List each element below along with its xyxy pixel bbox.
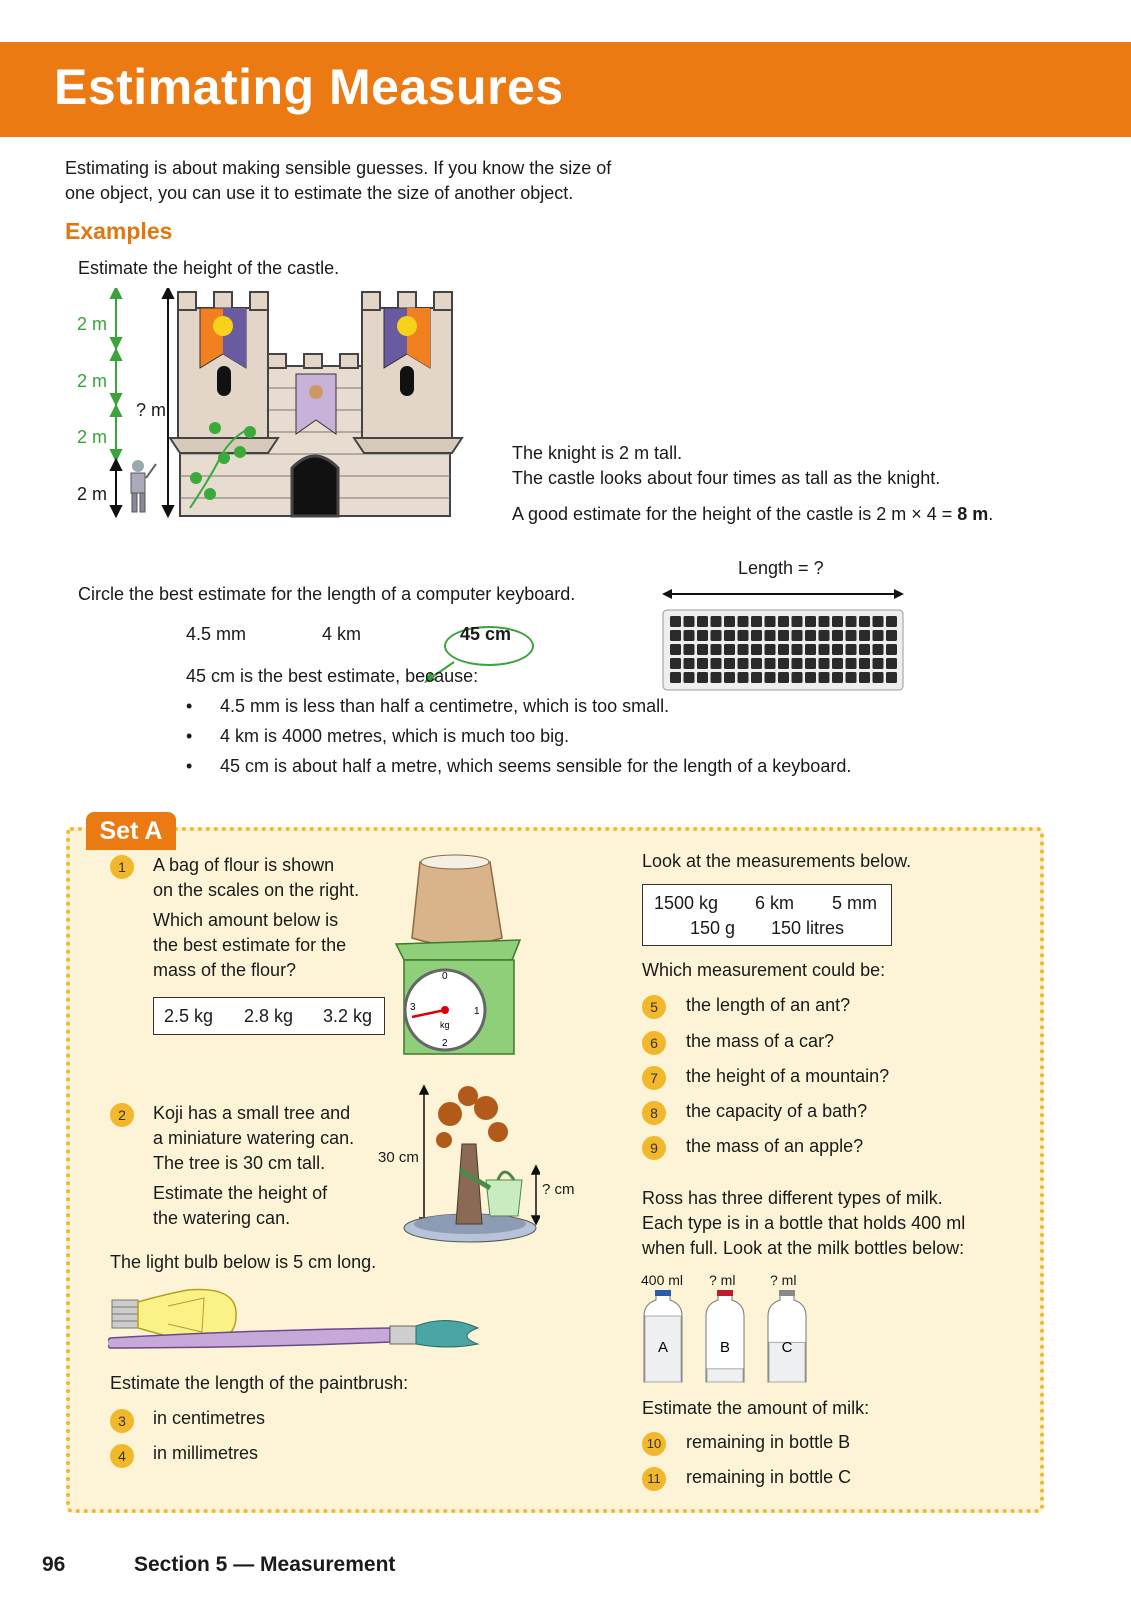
- brush-estimate-line: Estimate the length of the paintbrush:: [110, 1373, 409, 1393]
- keyboard-key: [697, 616, 708, 627]
- bottle-b-label: ? ml: [709, 1272, 736, 1288]
- intro-line-2: one object, you can use it to estimate the size of another object.: [65, 183, 574, 203]
- q1-line-1: A bag of flour is shown: [153, 855, 335, 875]
- keyboard-key: [846, 630, 857, 641]
- q2-line-5: the watering can.: [153, 1208, 291, 1228]
- castle-illustration: [100, 288, 470, 528]
- keyboard-prompt: Circle the best estimate for the length of a computer keyboard.: [78, 584, 576, 604]
- question-number-5: 5: [642, 995, 666, 1019]
- milk-line-2: Each type is in a bottle that holds 400 ml: [642, 1213, 966, 1233]
- keyboard-key: [873, 672, 884, 683]
- q3-text: in centimetres: [153, 1408, 266, 1428]
- bulb-line: The light bulb below is 5 cm long.: [110, 1252, 377, 1272]
- q11-text: remaining in bottle C: [686, 1467, 852, 1487]
- tick-label-2: 2 m: [77, 371, 108, 391]
- keyboard-key: [832, 672, 843, 683]
- keyboard-key: [765, 672, 776, 683]
- keyboard-key: [886, 644, 897, 655]
- keyboard-key: [819, 658, 830, 669]
- q4-text: in millimetres: [153, 1443, 259, 1463]
- keyboard-key: [805, 616, 816, 627]
- tree-and-can-illustration: [390, 1084, 540, 1244]
- keyboard-key: [792, 630, 803, 641]
- keyboard-key: [886, 630, 897, 641]
- keyboard-key: [832, 616, 843, 627]
- question-number-6: 6: [642, 1031, 666, 1055]
- keyboard-key: [765, 644, 776, 655]
- keyboard-key: [697, 658, 708, 669]
- q2-line-1: Koji has a small tree and: [153, 1103, 351, 1123]
- dial-unit: kg: [440, 1020, 450, 1030]
- question-number-3: 3: [110, 1409, 134, 1433]
- measure-5mm: 5 mm: [832, 893, 877, 913]
- keyboard-key: [684, 616, 695, 627]
- keyboard-key: [778, 644, 789, 655]
- castle-answer: 8 m: [957, 504, 989, 524]
- question-number-1: 1: [110, 855, 134, 879]
- can-height-label: ? cm: [542, 1181, 575, 1198]
- keyboard-key: [738, 644, 749, 655]
- keyboard-key: [670, 658, 681, 669]
- bottle-cap: [717, 1290, 733, 1296]
- keyboard-key: [670, 630, 681, 641]
- keyboard-key: [751, 672, 762, 683]
- q1-line-3: Which amount below is: [153, 910, 339, 930]
- q2-line-3: The tree is 30 cm tall.: [153, 1153, 326, 1173]
- keyboard-key: [873, 644, 884, 655]
- keyboard-key: [832, 644, 843, 655]
- measurements-intro: Look at the measurements below.: [642, 851, 912, 871]
- keyboard-key: [859, 658, 870, 669]
- keyboard-key: [886, 616, 897, 627]
- bullet-1-dot: •: [186, 696, 193, 716]
- keyboard-key: [751, 644, 762, 655]
- keyboard-key: [711, 658, 722, 669]
- keyboard-key: [792, 672, 803, 683]
- keyboard-key: [819, 616, 830, 627]
- examples-heading: Examples: [65, 218, 173, 244]
- keyboard-key: [751, 630, 762, 641]
- keyboard-key: [805, 630, 816, 641]
- measure-1500kg: 1500 kg: [654, 893, 719, 913]
- bullet-2-dot: •: [186, 726, 193, 746]
- q2-line-2: a miniature watering can.: [153, 1128, 355, 1148]
- keyboard-key: [819, 644, 830, 655]
- keyboard-key: [832, 630, 843, 641]
- keyboard-key: [724, 616, 735, 627]
- keyboard-key: [765, 630, 776, 641]
- keyboard-key: [886, 672, 897, 683]
- keyboard-key: [684, 672, 695, 683]
- keyboard-key: [697, 630, 708, 641]
- keyboard-key: [792, 644, 803, 655]
- castle-unknown-label: ? m: [136, 400, 167, 420]
- dial-0: 0: [442, 971, 448, 982]
- page-title: Estimating Measures: [54, 59, 564, 115]
- question-number-9: 9: [642, 1136, 666, 1160]
- keyboard-key: [684, 658, 695, 669]
- keyboard-key: [738, 630, 749, 641]
- keyboard-key: [670, 616, 681, 627]
- keyboard-key: [805, 644, 816, 655]
- q1-line-5: mass of the flour?: [153, 960, 297, 980]
- keyboard-illustration: [660, 582, 906, 694]
- keyboard-key: [886, 658, 897, 669]
- option-3: 45 cm: [460, 624, 512, 644]
- keyboard-key: [724, 658, 735, 669]
- bullet-1: 4.5 mm is less than half a centimetre, which is too small.: [220, 696, 670, 716]
- q1-line-4: the best estimate for the: [153, 935, 347, 955]
- keyboard-key: [711, 616, 722, 627]
- bottle-c-label: ? ml: [770, 1272, 797, 1288]
- milk-estimate-line: Estimate the amount of milk:: [642, 1398, 870, 1418]
- castle-prompt: Estimate the height of the castle.: [78, 258, 340, 278]
- bottle-a-label: 400 ml: [641, 1272, 684, 1288]
- option-1: 4.5 mm: [186, 624, 247, 644]
- keyboard-key: [873, 658, 884, 669]
- milk-bottles-illustration: [640, 1290, 820, 1390]
- keyboard-key: [846, 658, 857, 669]
- milk-line-3: when full. Look at the milk bottles below:: [642, 1238, 965, 1258]
- keyboard-key: [711, 630, 722, 641]
- question-number-2: 2: [110, 1103, 134, 1127]
- keyboard-key: [684, 630, 695, 641]
- keyboard-key: [765, 616, 776, 627]
- keyboard-key: [697, 644, 708, 655]
- q6-text: the mass of a car?: [686, 1031, 835, 1051]
- keyboard-key: [724, 644, 735, 655]
- keyboard-key: [819, 672, 830, 683]
- bottle-letter: B: [719, 1339, 731, 1356]
- measure-6km: 6 km: [755, 893, 795, 913]
- flour-scales-illustration: [390, 852, 525, 1058]
- tick-label-4: 2 m: [77, 484, 108, 504]
- castle-fact-2: The castle looks about four times as tall as the knight.: [512, 468, 941, 488]
- keyboard-key: [778, 658, 789, 669]
- castle-fact-1: The knight is 2 m tall.: [512, 443, 683, 463]
- keyboard-key: [724, 672, 735, 683]
- question-number-8: 8: [642, 1101, 666, 1125]
- bottle-letter: A: [657, 1339, 669, 1356]
- keyboard-key: [778, 630, 789, 641]
- q8-text: the capacity of a bath?: [686, 1101, 868, 1121]
- bottle-letter: C: [781, 1339, 793, 1356]
- dial-3: 3: [410, 1002, 416, 1013]
- keyboard-key: [738, 658, 749, 669]
- keyboard-key: [873, 630, 884, 641]
- dial-1: 1: [474, 1006, 480, 1017]
- keyboard-key: [670, 672, 681, 683]
- keyboard-key: [684, 644, 695, 655]
- keyboard-key: [805, 658, 816, 669]
- length-label: Length = ?: [738, 558, 824, 578]
- keyboard-key: [846, 644, 857, 655]
- bulb-paintbrush-illustration: [108, 1288, 488, 1366]
- keyboard-key: [778, 672, 789, 683]
- keyboard-key: [873, 616, 884, 627]
- q1-option-3: 3.2 kg: [323, 1006, 373, 1026]
- keyboard-key: [859, 630, 870, 641]
- dial-2: 2: [442, 1038, 448, 1049]
- question-number-7: 7: [642, 1066, 666, 1090]
- measure-150litres: 150 litres: [771, 918, 845, 938]
- keyboard-key: [846, 672, 857, 683]
- keyboard-key: [859, 672, 870, 683]
- keyboard-key: [711, 644, 722, 655]
- keyboard-key: [792, 658, 803, 669]
- keyboard-key: [859, 616, 870, 627]
- keyboard-key: [751, 658, 762, 669]
- keyboard-key: [751, 616, 762, 627]
- bottle-cap: [655, 1290, 671, 1296]
- keyboard-key: [778, 616, 789, 627]
- keyboard-key: [697, 672, 708, 683]
- measure-150g: 150 g: [690, 918, 736, 938]
- q1-line-2: on the scales on the right.: [153, 880, 360, 900]
- section-title: Section 5 — Measurement: [134, 1553, 396, 1576]
- milk-level: [707, 1369, 743, 1382]
- bullet-3: 45 cm is about half a metre, which seems sensible for the length of a keyboard.: [220, 756, 852, 776]
- question-number-10: 10: [642, 1432, 666, 1456]
- q7-text: the height of a mountain?: [686, 1066, 890, 1086]
- option-2: 4 km: [322, 624, 362, 644]
- keyboard-key: [832, 658, 843, 669]
- tree-height-label: 30 cm: [378, 1149, 419, 1166]
- keyboard-key: [792, 616, 803, 627]
- tick-label-3: 2 m: [77, 427, 108, 447]
- q1-option-2: 2.8 kg: [244, 1006, 294, 1026]
- keyboard-key: [670, 644, 681, 655]
- question-number-4: 4: [110, 1444, 134, 1468]
- keyboard-key: [819, 630, 830, 641]
- keyboard-key: [724, 630, 735, 641]
- knight-icon: [131, 460, 156, 512]
- castle-estimate: A good estimate for the height of the castle is 2 m × 4 = 8 m.: [512, 504, 994, 524]
- tick-label-1: 2 m: [77, 314, 108, 334]
- q9-text: the mass of an apple?: [686, 1136, 864, 1156]
- keyboard-key: [859, 644, 870, 655]
- bullet-3-dot: •: [186, 756, 193, 776]
- page-number: 96: [42, 1553, 66, 1576]
- keyboard-key: [738, 616, 749, 627]
- keyboard-key: [805, 672, 816, 683]
- q10-text: remaining in bottle B: [686, 1432, 851, 1452]
- bottle-cap: [779, 1290, 795, 1296]
- keyboard-key: [738, 672, 749, 683]
- measurements-question: Which measurement could be:: [642, 960, 886, 980]
- question-number-11: 11: [642, 1467, 666, 1491]
- keyboard-key: [765, 658, 776, 669]
- keyboard-key: [711, 672, 722, 683]
- keyboard-key: [846, 616, 857, 627]
- milk-line-1: Ross has three different types of milk.: [642, 1188, 943, 1208]
- q5-text: the length of an ant?: [686, 995, 851, 1015]
- set-a-label: Set A: [86, 812, 176, 850]
- because-line: 45 cm is the best estimate, because:: [186, 666, 479, 686]
- q1-option-1: 2.5 kg: [164, 1006, 214, 1026]
- q2-line-4: Estimate the height of: [153, 1183, 328, 1203]
- bullet-2: 4 km is 4000 metres, which is much too big.: [220, 726, 570, 746]
- intro-line-1: Estimating is about making sensible guesses. If you know the size of: [65, 158, 612, 178]
